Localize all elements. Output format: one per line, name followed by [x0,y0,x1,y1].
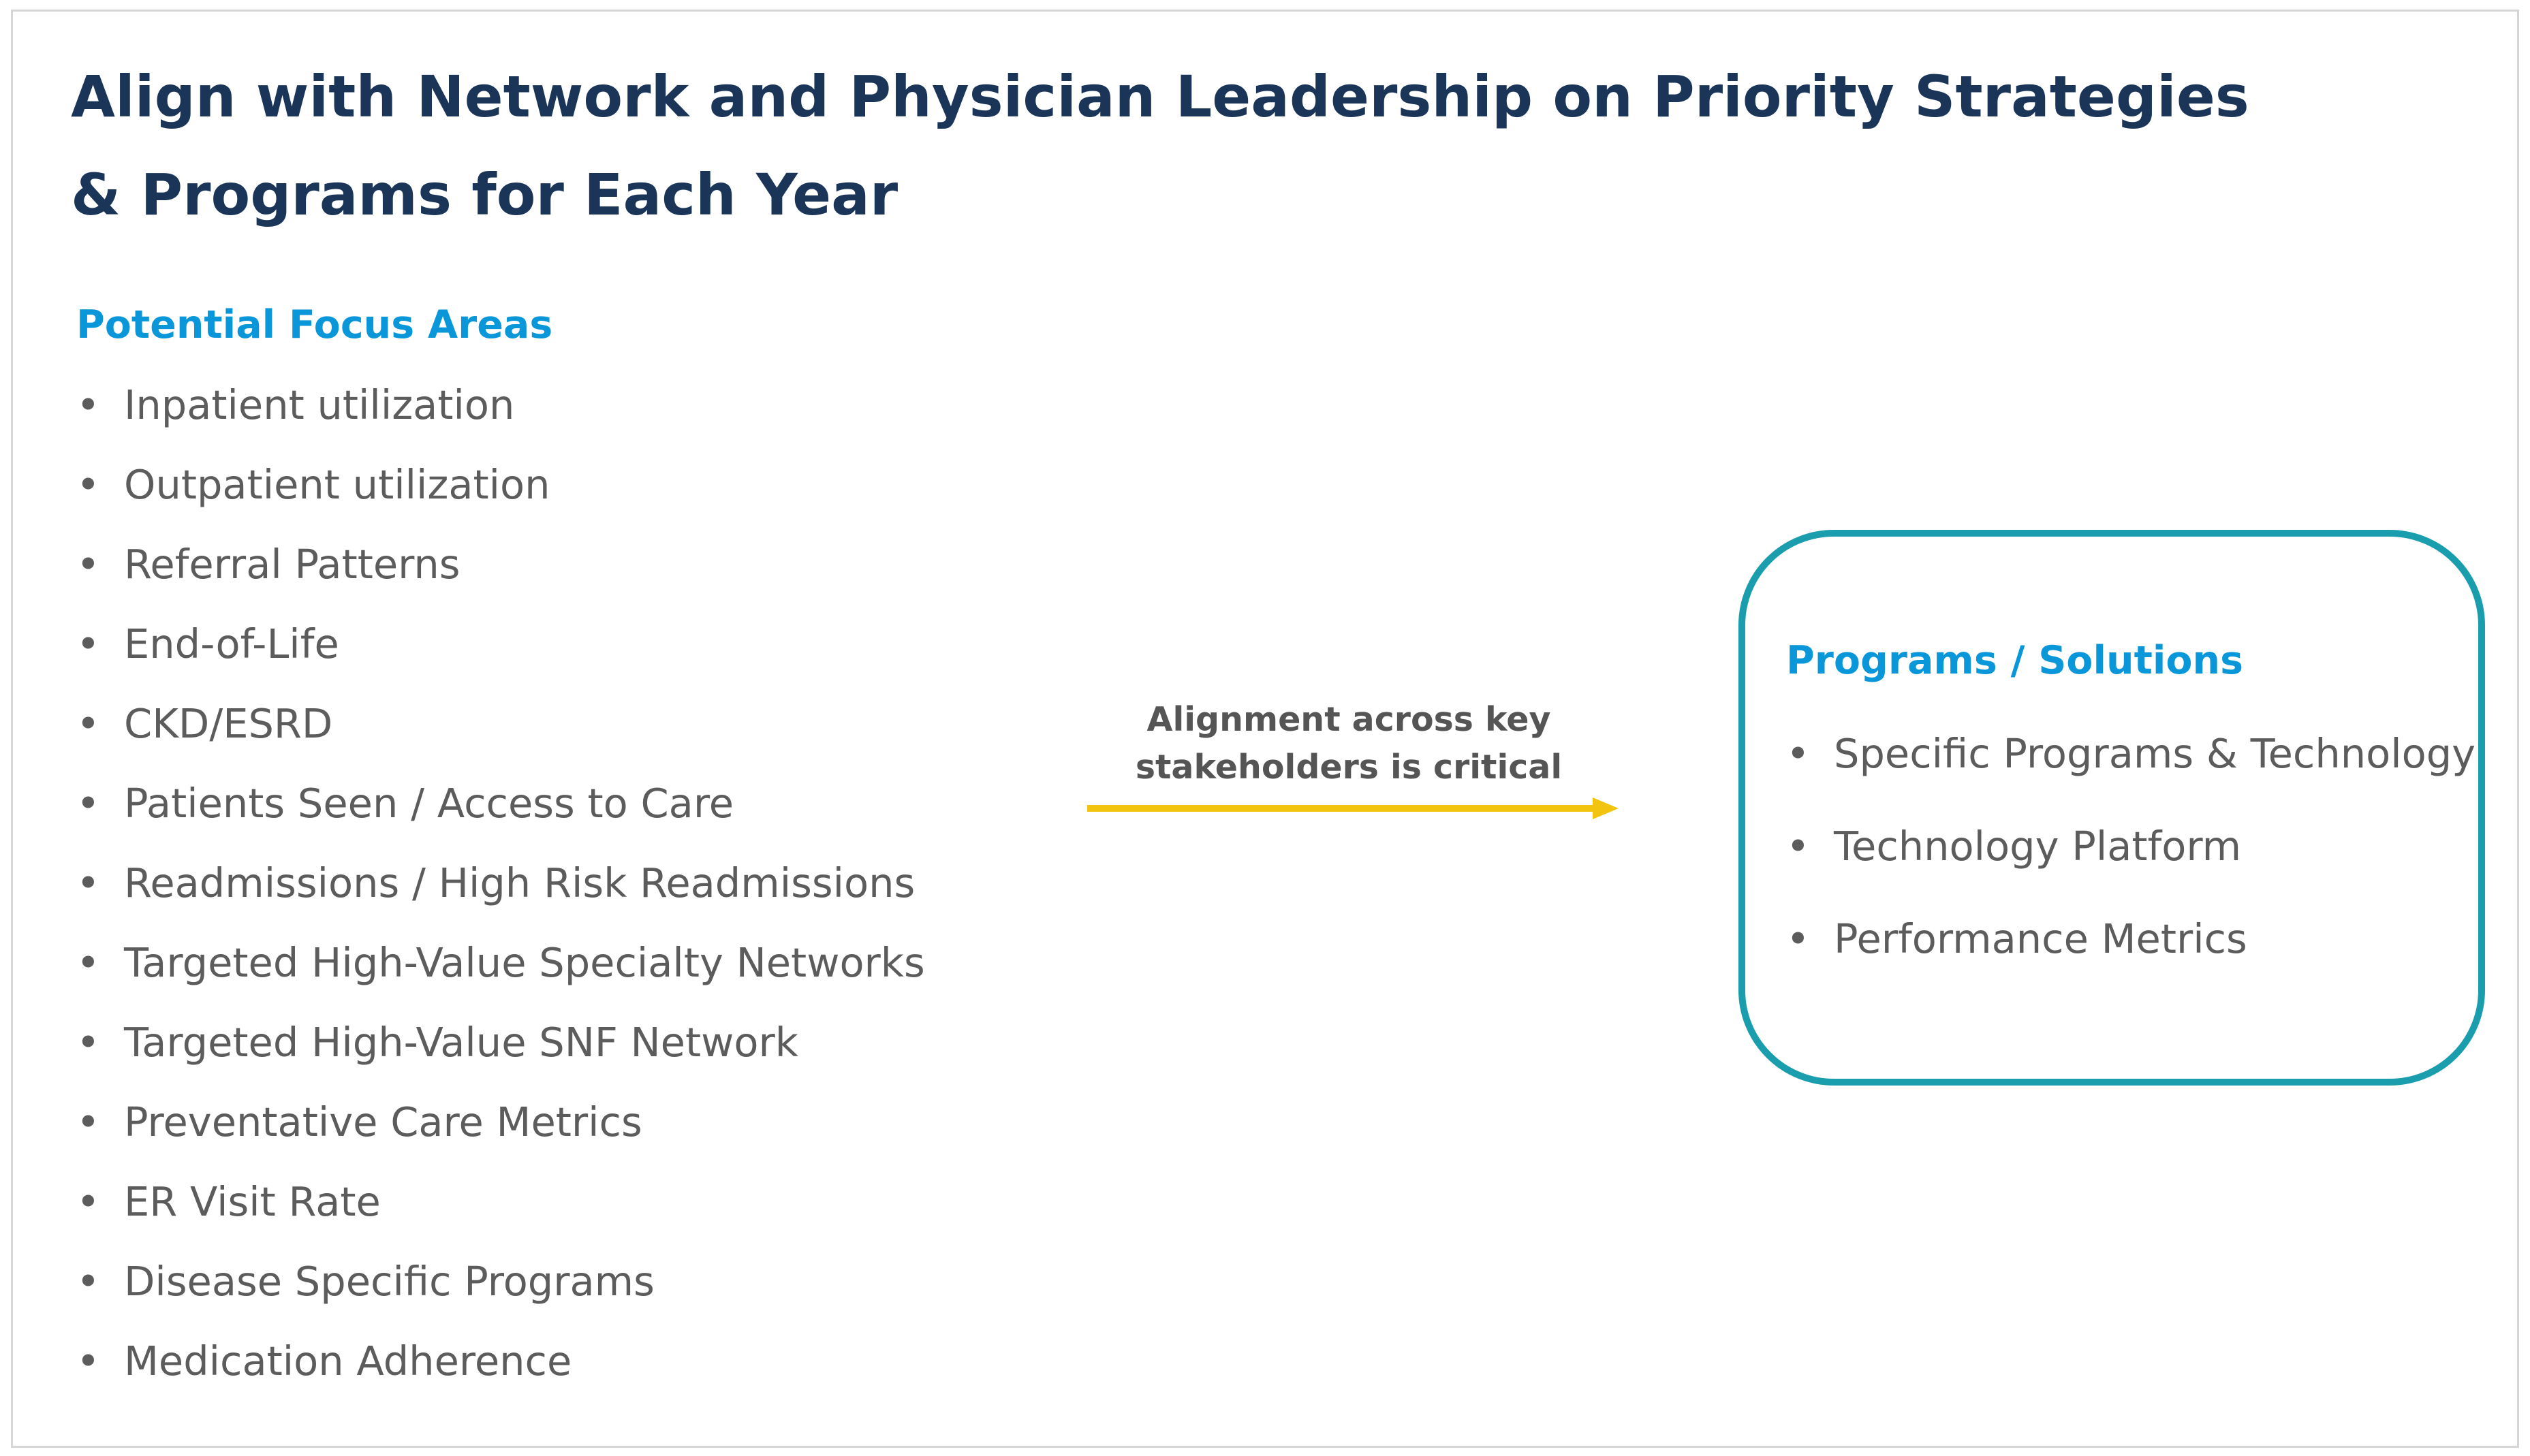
bullet-icon: • [76,381,100,428]
bullet-icon: • [76,780,100,827]
focus-area-label: ER Visit Rate [124,1178,381,1225]
list-item [76,693,925,773]
bullet-icon: • [1786,823,1810,870]
programs-list [1786,723,2476,1001]
focus-area-label: Targeted High-Value Specialty Networks [124,939,925,986]
bullet-icon: • [76,1019,100,1066]
focus-area-label: Readmissions / High Risk Readmissions [124,859,916,906]
focus-area-label: Medication Adherence [124,1338,572,1384]
list-item [76,1012,925,1092]
list-item [1786,723,2476,816]
bullet-icon: • [76,1098,100,1145]
focus-areas-heading: Potential Focus Areas [76,302,553,347]
list-item [1786,816,2476,908]
focus-areas-list [76,375,925,1410]
bullet-icon: • [76,1258,100,1305]
program-label: Technology Platform [1834,823,2242,870]
focus-area-label: Patients Seen / Access to Care [124,780,734,827]
list-item [76,375,925,454]
focus-area-label: Inpatient utilization [124,381,515,428]
list-item [76,534,925,614]
list-item [76,1171,925,1251]
list-item [76,1251,925,1331]
program-label: Performance Metrics [1834,915,2247,962]
focus-area-label: Referral Patterns [124,541,460,588]
arrow-label [1076,696,1621,791]
focus-area-label: Targeted High-Value SNF Network [124,1019,798,1066]
right-arrow-icon [1087,793,1619,823]
bullet-icon: • [76,461,100,508]
list-item [1786,908,2476,1001]
focus-area-label: Outpatient utilization [124,461,550,508]
list-item [76,853,925,932]
slide-title: Align with Network and Physician Leadership on Priority Strategies & Programs for Each Year [71,63,2249,228]
bullet-icon: • [76,700,100,747]
focus-area-label: Disease Specific Programs [124,1258,655,1305]
focus-area-label: End-of-Life [124,620,339,667]
list-item [76,932,925,1012]
program-label: Specific Programs & Technology [1834,730,2476,777]
list-item [76,1092,925,1171]
list-item [76,614,925,693]
bullet-icon: • [1786,730,1810,777]
bullet-icon: • [76,859,100,906]
bullet-icon: • [76,1178,100,1225]
bullet-icon: • [76,1338,100,1384]
bullet-icon: • [76,620,100,667]
arrow-label-line-1: Alignment across key [1146,700,1551,739]
bullet-icon: • [76,939,100,986]
programs-heading: Programs / Solutions [1786,638,2244,683]
focus-area-label: CKD/ESRD [124,700,333,747]
bullet-icon: • [76,541,100,588]
list-item [76,773,925,853]
list-item [76,454,925,534]
bullet-icon: • [1786,915,1810,962]
arrow-label-line-2: stakeholders is critical [1135,748,1563,787]
list-item [76,1331,925,1410]
focus-area-label: Preventative Care Metrics [124,1098,642,1145]
